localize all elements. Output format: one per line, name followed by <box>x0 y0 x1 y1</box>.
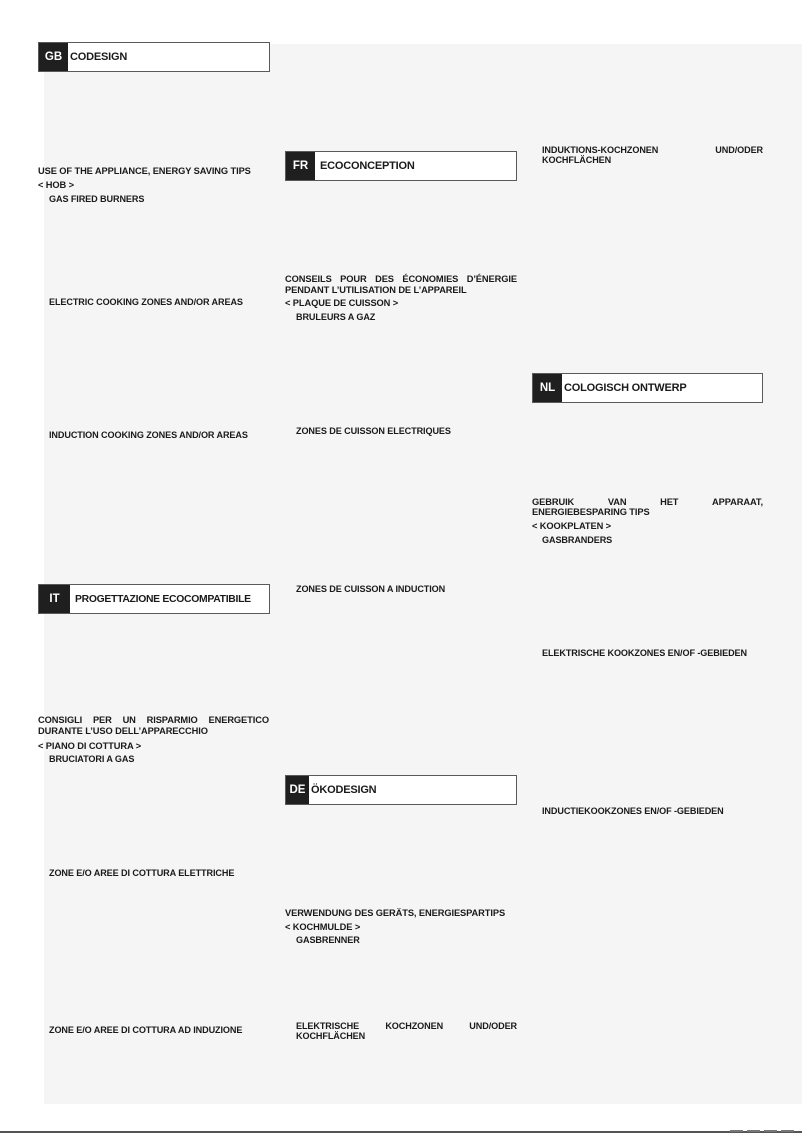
it-tips-heading-line1 <box>38 715 269 725</box>
de-gas-burners-heading: GASBRENNER <box>296 935 360 945</box>
fr-gas-burners-heading: BRULEURS A GAZ <box>296 312 376 322</box>
heading-word: APPARAAT, <box>712 497 763 507</box>
it-language-code: IT <box>39 585 70 613</box>
fr-section-header <box>285 151 517 181</box>
heading-word: D’ÉNERGIE <box>466 274 517 284</box>
fr-tips-heading-line1 <box>285 274 517 284</box>
it-induction-zones-heading: ZONE E/O AREE DI COTTURA AD INDUZIONE <box>49 1025 243 1035</box>
footer-mark <box>781 1130 794 1132</box>
heading-word: INDUKTIONS-KOCHZONEN <box>542 145 659 155</box>
fr-hob-label: < PLAQUE DE CUISSON > <box>285 298 399 308</box>
footer-mark <box>764 1130 777 1132</box>
heading-word: GEBRUIK <box>532 497 575 507</box>
de-section-title: ÖKODESIGN <box>311 784 377 796</box>
gb-section-title: CODESIGN <box>70 51 128 63</box>
de-electric-zones-heading-line2: KOCHFLÄCHEN <box>296 1031 366 1041</box>
heading-word: VAN <box>607 497 627 507</box>
fr-section-title: ECOCONCEPTION <box>320 160 415 172</box>
footer-mark <box>747 1130 760 1132</box>
nl-language-code: NL <box>533 374 562 402</box>
gb-section-header <box>38 42 270 72</box>
de-use-tips-heading: VERWENDUNG DES GERÄTS, ENERGIESPARTIPS <box>285 908 506 918</box>
it-section-title: PROGETTAZIONE ECOCOMPATIBILE <box>75 593 251 605</box>
heading-word: PER <box>92 715 112 725</box>
nl-electric-zones-heading: ELEKTRISCHE KOOKZONES EN/OF -GEBIEDEN <box>542 648 747 658</box>
heading-word: ÉCONOMIES <box>402 274 459 284</box>
it-electric-zones-heading: ZONE E/O AREE DI COTTURA ELETTRICHE <box>49 868 235 878</box>
fr-electric-zones-heading: ZONES DE CUISSON ELECTRIQUES <box>296 426 451 436</box>
heading-word: UND/ODER <box>469 1021 517 1031</box>
heading-word: KOCHZONEN <box>385 1021 444 1031</box>
heading-word: POUR <box>340 274 367 284</box>
gb-hob-label: < HOB > <box>38 180 74 190</box>
heading-word: RISPARMIO <box>146 715 198 725</box>
nl-gas-burners-heading: GASBRANDERS <box>542 535 613 545</box>
heading-word: ELEKTRISCHE <box>296 1021 360 1031</box>
footer-mark <box>730 1130 743 1132</box>
it-hob-label: < PIANO DI COTTURA > <box>38 741 142 751</box>
footer-marks <box>730 1128 794 1134</box>
de-induction-zones-heading-line1 <box>542 145 763 155</box>
gb-gas-burners-heading: GAS FIRED BURNERS <box>49 194 145 204</box>
de-section-header <box>285 775 517 805</box>
heading-word: DES <box>375 274 394 284</box>
content-band <box>44 44 802 1104</box>
it-section-header <box>38 584 270 614</box>
de-induction-zones-heading-line2: KOCHFLÄCHEN <box>542 155 612 165</box>
gb-induction-zones-heading: INDUCTION COOKING ZONES AND/OR AREAS <box>49 430 248 440</box>
gb-language-code: GB <box>39 43 68 71</box>
heading-word: CONSIGLI <box>38 715 83 725</box>
gb-electric-zones-heading: ELECTRIC COOKING ZONES AND/OR AREAS <box>49 297 243 307</box>
heading-word: CONSEILS <box>285 274 332 284</box>
it-tips-heading-line2: DURANTE L’USO DELL’APPARECCHIO <box>38 726 208 736</box>
it-gas-burners-heading: BRUCIATORI A GAS <box>49 754 135 764</box>
fr-tips-heading-line2: PENDANT L’UTILISATION DE L’APPAREIL <box>285 285 467 295</box>
heading-word: HET <box>660 497 679 507</box>
nl-section-title: COLOGISCH ONTWERP <box>564 382 687 394</box>
nl-section-header <box>532 373 763 403</box>
heading-word: UND/ODER <box>715 145 763 155</box>
nl-induction-zones-heading: INDUCTIEKOOKZONES EN/OF -GEBIEDEN <box>542 806 724 816</box>
nl-hob-label: < KOOKPLATEN > <box>532 521 612 531</box>
footer-rule <box>0 1131 802 1133</box>
fr-induction-zones-heading: ZONES DE CUISSON A INDUCTION <box>296 584 446 594</box>
gb-use-tips-heading: USE OF THE APPLIANCE, ENERGY SAVING TIPS <box>38 166 251 176</box>
de-hob-label: < KOCHMULDE > <box>285 922 361 932</box>
fr-language-code: FR <box>286 152 315 180</box>
de-electric-zones-heading-line1 <box>296 1021 517 1031</box>
nl-use-tips-heading-line2: ENERGIEBESPARING TIPS <box>532 507 650 517</box>
nl-use-tips-heading-line1 <box>532 497 763 507</box>
de-language-code: DE <box>286 776 309 804</box>
heading-word: ENERGETICO <box>208 715 269 725</box>
heading-word: UN <box>122 715 136 725</box>
